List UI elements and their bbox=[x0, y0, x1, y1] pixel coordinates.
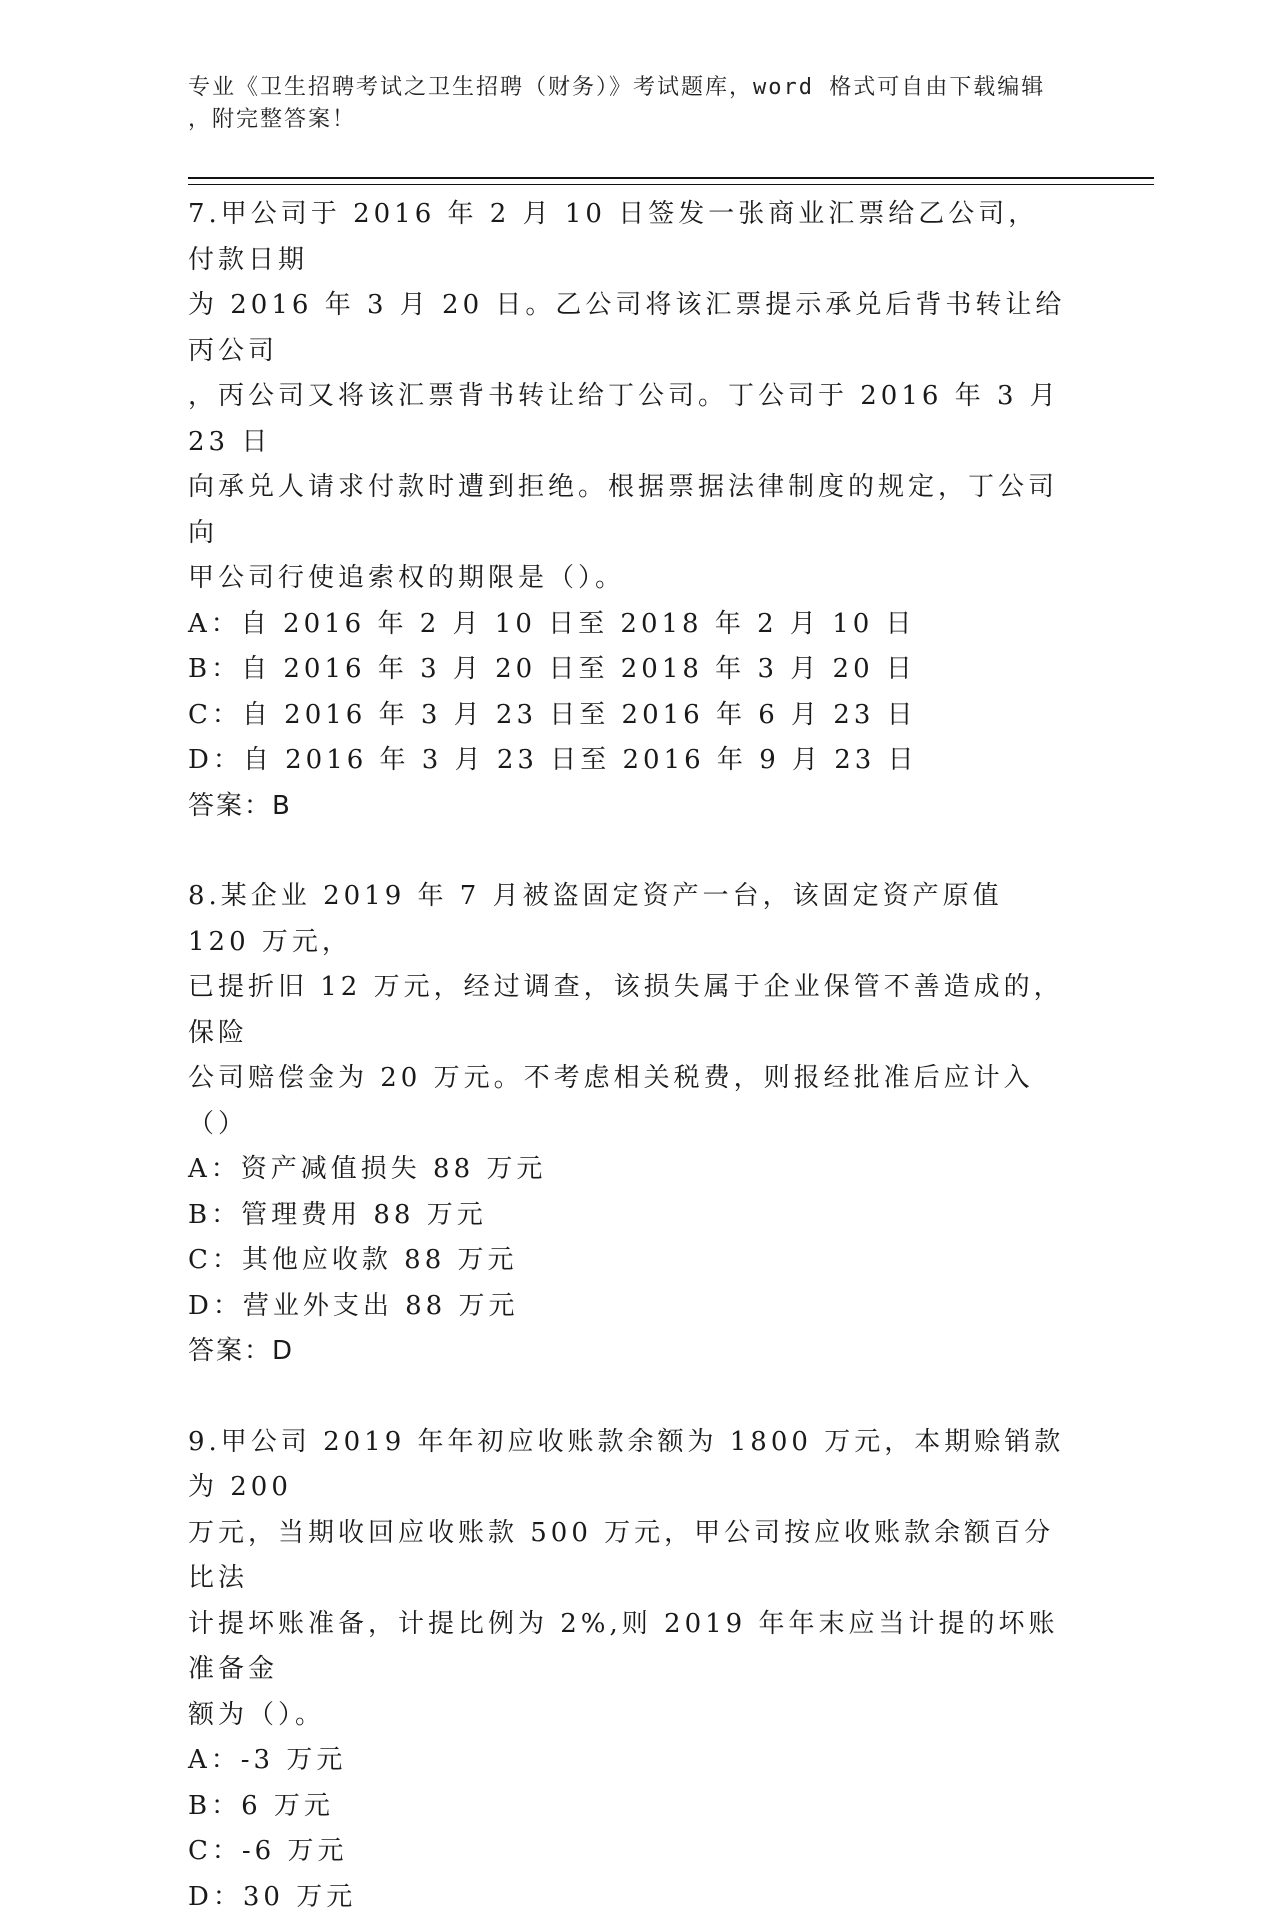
question-7-option-b: B：自 2016 年 3 月 20 日至 2018 年 3 月 20 日 bbox=[188, 647, 1068, 693]
question-7-text bbox=[188, 192, 1068, 602]
header-line-1: 专业《卫生招聘考试之卫生招聘（财务）》考试题库，word 格式可自由下载编辑 bbox=[188, 72, 1068, 104]
header-line-2: ，附完整答案！ bbox=[188, 104, 1068, 136]
question-7 bbox=[188, 192, 1068, 829]
question-9-option-a: A：-3 万元 bbox=[188, 1738, 1068, 1784]
question-9-line: 9.甲公司 2019 年年初应收账款余额为 1800 万元，本期赊销款为 200 bbox=[188, 1420, 1068, 1511]
question-7-line: 7.甲公司于 2016 年 2 月 10 日签发一张商业汇票给乙公司，付款日期 bbox=[188, 192, 1068, 283]
question-7-answer: 答案：B bbox=[188, 784, 1068, 830]
question-7-line: 甲公司行使追索权的期限是（）。 bbox=[188, 556, 1068, 602]
spacer bbox=[188, 829, 1068, 874]
document-header bbox=[188, 72, 1068, 136]
spacer bbox=[188, 1375, 1068, 1420]
question-9-option-b: B：6 万元 bbox=[188, 1784, 1068, 1830]
question-9-text bbox=[188, 1420, 1068, 1739]
question-7-line: 为 2016 年 3 月 20 日。乙公司将该汇票提示承兑后背书转让给丙公司 bbox=[188, 283, 1068, 374]
header-divider-thick bbox=[188, 177, 1154, 179]
question-9-line: 计提坏账准备，计提比例为 2%,则 2019 年年末应当计提的坏账准备金 bbox=[188, 1602, 1068, 1693]
question-9-option-c: C：-6 万元 bbox=[188, 1829, 1068, 1875]
question-9-line: 额为（）。 bbox=[188, 1693, 1068, 1739]
question-8-option-c: C：其他应收款 88 万元 bbox=[188, 1238, 1068, 1284]
question-8-option-b: B：管理费用 88 万元 bbox=[188, 1193, 1068, 1239]
question-8 bbox=[188, 874, 1068, 1375]
header-divider-thin bbox=[188, 184, 1154, 185]
question-9 bbox=[188, 1420, 1068, 1920]
question-8-answer: 答案：D bbox=[188, 1329, 1068, 1375]
question-8-line: 公司赔偿金为 20 万元。不考虑相关税费，则报经批准后应计入（） bbox=[188, 1056, 1068, 1147]
question-7-line: 向承兑人请求付款时遭到拒绝。根据票据法律制度的规定，丁公司向 bbox=[188, 465, 1068, 556]
question-8-text bbox=[188, 874, 1068, 1147]
question-8-line: 8.某企业 2019 年 7 月被盗固定资产一台，该固定资产原值 120 万元， bbox=[188, 874, 1068, 965]
question-list bbox=[188, 192, 1068, 1920]
question-7-line: ，丙公司又将该汇票背书转让给丁公司。丁公司于 2016 年 3 月 23 日 bbox=[188, 374, 1068, 465]
question-7-option-c: C：自 2016 年 3 月 23 日至 2016 年 6 月 23 日 bbox=[188, 693, 1068, 739]
question-8-line: 已提折旧 12 万元，经过调查，该损失属于企业保管不善造成的，保险 bbox=[188, 965, 1068, 1056]
question-9-option-d: D：30 万元 bbox=[188, 1875, 1068, 1920]
question-8-option-a: A：资产减值损失 88 万元 bbox=[188, 1147, 1068, 1193]
question-8-option-d: D：营业外支出 88 万元 bbox=[188, 1284, 1068, 1330]
question-7-option-d: D：自 2016 年 3 月 23 日至 2016 年 9 月 23 日 bbox=[188, 738, 1068, 784]
question-9-line: 万元，当期收回应收账款 500 万元，甲公司按应收账款余额百分比法 bbox=[188, 1511, 1068, 1602]
question-7-option-a: A：自 2016 年 2 月 10 日至 2018 年 2 月 10 日 bbox=[188, 602, 1068, 648]
